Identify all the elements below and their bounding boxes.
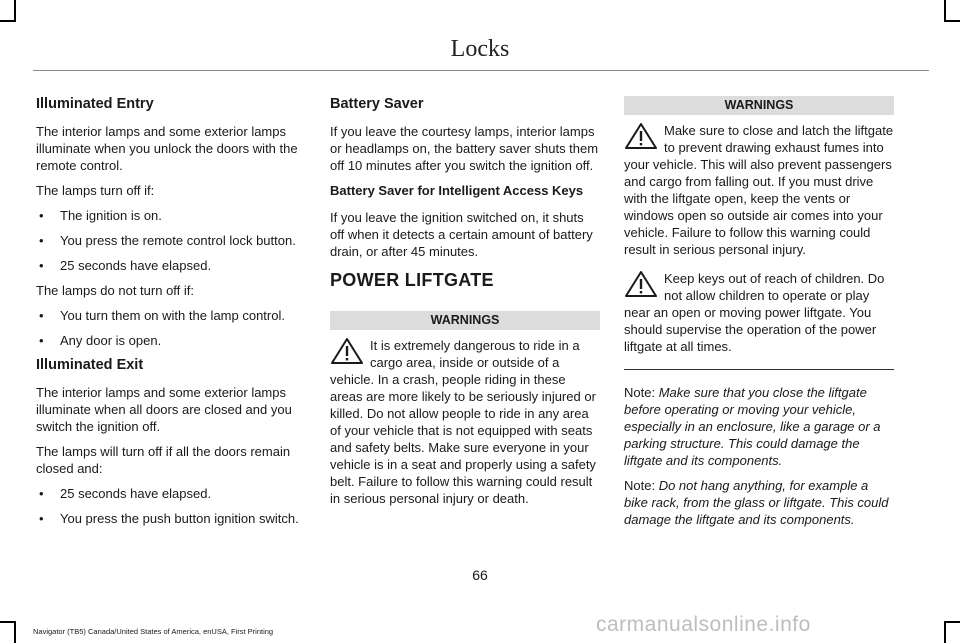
paragraph: The lamps do not turn off if:	[36, 283, 195, 298]
list-item: • 25 seconds have elapsed.	[36, 485, 306, 502]
warning-triangle-icon	[624, 270, 658, 298]
crop-mark	[14, 621, 16, 643]
crop-mark	[14, 0, 16, 22]
chapter-heading: POWER LIFTGATE	[330, 270, 494, 290]
list-item: • You turn them on with the lamp control.	[36, 307, 306, 324]
list-item: • You press the remote control lock button.	[36, 232, 306, 249]
note-label: Note:	[624, 478, 656, 493]
section-heading: Illuminated Entry	[36, 96, 154, 112]
column-middle	[330, 96, 600, 519]
list-item: • The ignition is on.	[36, 207, 306, 224]
paragraph: If you leave the ignition switched on, it shuts off when it detects a certain amount of battery drain, or after 45 minutes.	[330, 210, 593, 259]
warning-text: Make sure to close and latch the liftgate to prevent drawing exhaust fumes into your vehicle. This will also prevent passengers and cargo from falling out. If you must drive with the liftgate open, keep the vents or windows open so outside air comes into your vehicle. Failure to follow this warning could result in serious personal injury.	[624, 123, 894, 257]
list-item: • 25 seconds have elapsed.	[36, 257, 306, 274]
crop-mark	[944, 0, 946, 22]
column-right	[624, 96, 894, 536]
paragraph: The interior lamps and some exterior lamps illuminate when all doors are closed and you switch the ignition off.	[36, 385, 292, 434]
note	[624, 477, 894, 528]
header-divider	[33, 70, 929, 71]
crop-mark	[944, 20, 960, 22]
note-text: Make sure that you close the liftgate before operating or moving your vehicle, especially in an enclosure, like a garage or a parking structure. This could damage the liftgate and its components.	[624, 385, 881, 468]
crop-mark	[944, 621, 960, 623]
crop-mark	[944, 621, 946, 643]
warning-triangle-icon	[330, 337, 364, 365]
bullet-list	[36, 485, 306, 527]
note-label: Note:	[624, 385, 656, 400]
note-text: Do not hang anything, for example a bike rack, from the glass or liftgate. This could damage the liftgate and its components.	[624, 478, 889, 527]
warning-text: Keep keys out of reach of children. Do not allow children to operate or play near an open or moving power liftgate. You should supervise the operation of the power liftgate at all times.	[624, 271, 885, 354]
watermark: carmanualsonline.info	[596, 613, 811, 636]
section-heading: Illuminated Exit	[36, 357, 144, 373]
warning-triangle-icon	[624, 122, 658, 150]
page-title: Locks	[450, 36, 510, 62]
warning-block	[624, 270, 894, 355]
warnings-header: WARNINGS	[330, 311, 600, 330]
list-item: • Any door is open.	[36, 332, 306, 349]
crop-mark	[0, 621, 16, 623]
warnings-divider	[624, 369, 894, 370]
warnings-header: WARNINGS	[624, 96, 894, 115]
list-item: • You press the push button ignition switch.	[36, 510, 306, 527]
sub-heading: Battery Saver for Intelligent Access Keys	[330, 183, 584, 198]
bullet-list	[36, 207, 306, 274]
column-left	[36, 96, 306, 535]
paragraph: The lamps turn off if:	[36, 183, 155, 198]
paragraph: The lamps will turn off if all the doors remain closed and:	[36, 444, 291, 476]
bullet-list	[36, 307, 306, 349]
paragraph: If you leave the courtesy lamps, interior lamps or headlamps on, the battery saver shuts them off 10 minutes after you switch the ignition off.	[330, 124, 599, 173]
note	[624, 384, 894, 469]
warning-block	[624, 122, 894, 258]
paragraph: The interior lamps and some exterior lamps illuminate when you unlock the doors with the remote control.	[36, 124, 298, 173]
warning-block	[330, 337, 600, 507]
warning-text: It is extremely dangerous to ride in a cargo area, inside or outside of a vehicle. In a crash, people riding in these areas are more likely to be seriously injured or killed. Do not allow people to ride in any area of your vehicle that is not equipped with seats and safety belts. Make sure everyone in your vehicle is in a seat and properly using a safety belt. Failure to follow this warning could result in serious personal injury or death.	[330, 338, 596, 506]
crop-mark	[0, 20, 16, 22]
section-heading: Battery Saver	[330, 96, 424, 112]
page-number: 66	[472, 567, 488, 583]
edition-footer: Navigator (TB5) Canada/United States of America, enUSA, First Printing	[33, 627, 274, 636]
